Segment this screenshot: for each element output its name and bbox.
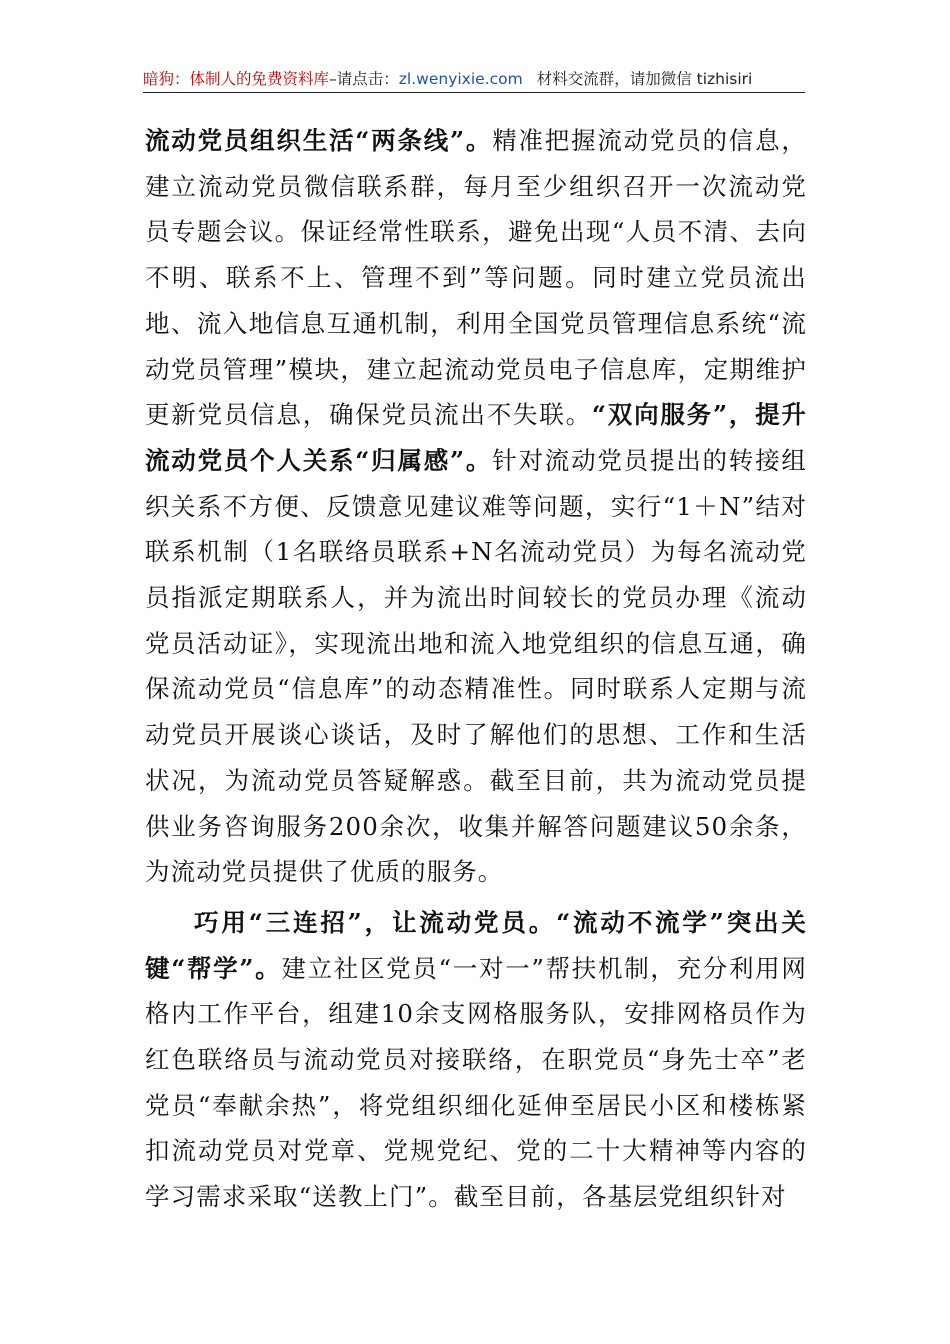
paragraph-1	[145, 118, 807, 895]
bold-heading-two-way-service: “双向服务”，提升流动党员个人关系“归属感”。	[145, 400, 807, 475]
page-header	[143, 66, 805, 93]
bold-heading-three-moves: 巧用“三连招”，让流动党员。“流动不流学”突出关键“帮学”。	[145, 907, 807, 983]
paragraph-text: 精准把握流动党员的信息，建立流动党员微信联系群，每月至少组织召开一次流动党员专题会议。保证经常性联系，避免出现“人员不清、去向不明、联系不上、管理不到”等问题。同时建立党员流出地、流入地信息互通机制，利用全国党员管理信息系统“流动党员管理”模块，建立起流动党员电子信息库，定期维护更新党员信息，确保党员流出不失联。	[145, 126, 807, 430]
header-brand: 暗狗：体制人的免费资料库	[143, 70, 330, 88]
paragraph-text: 针对流动党员提出的转接组织关系不方便、反馈意见建议难等问题，实行“1＋N”结对联系机制（1名联络员联系+N名流动党员）为每名流动党员指派定期联系人，并为流出时间较长的党员办理《流动党员活动证》，实现流出地和流入地党组织的信息互通，确保流动党员“信息库”的动态精准性。同时联系人定期与流动党员开展谈心谈话，及时了解他们的思想、工作和生活状况，为流动党员答疑解惑。截至目前，共为流动党员提供业务咨询服务200余次，收集并解答问题建议50余条，为流动党员提供了优质的服务。	[145, 445, 807, 887]
paragraph-text: 建立社区党员“一对一”帮扶机制，充分利用网格内工作平台，组建10余支网格服务队，安排网格员作为红色联络员与流动党员对接联络，在职党员“身先士卒”老党员“奉献余热”，将党组织细化延伸至居民小区和楼栋紧扣流动党员对党章、党规党纪、党的二十大精神等内容的学习需求采取“送教上门”。截至目前，各基层党组织针对	[145, 953, 807, 1212]
header-contact: 材料交流群，请加微信 tizhisiri	[536, 70, 753, 88]
header-url-link[interactable]: zl.wenyixie.com	[398, 70, 523, 88]
bold-heading-two-lines: 流动党员组织生活“两条线”。	[145, 126, 493, 155]
header-click-prefix: –请点击：	[329, 70, 399, 88]
paragraph-2	[145, 900, 807, 1220]
document-body	[145, 118, 807, 1220]
